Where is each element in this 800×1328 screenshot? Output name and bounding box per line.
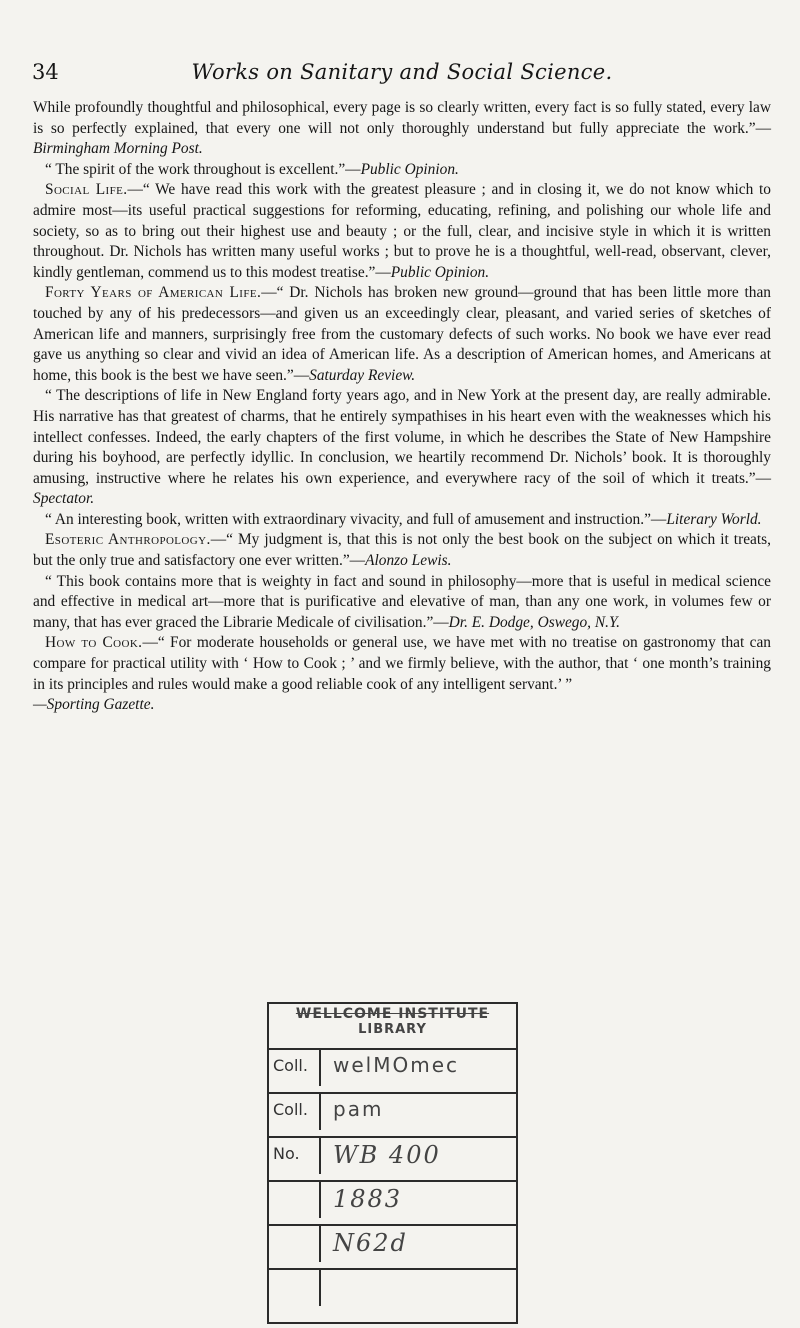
review-source: Saturday Review. <box>309 366 416 384</box>
review-paragraph: “ The spirit of the work throughout is excellent.”—Public Opinion. <box>45 160 459 178</box>
stamp-row <box>269 1048 516 1086</box>
page-header <box>32 60 772 90</box>
review-source: Public Opinion. <box>390 263 490 281</box>
stamp-row-value: WB 400 <box>333 1141 441 1169</box>
stamp-row-value: N62d <box>333 1229 408 1257</box>
review-paragraph: Social Life.—“ We have read this work with the greatest pleasure ; and in closing it, we do not know which to admire most—its useful practical suggestions for reforming, educating, refining, and polishing our whole life and society, so as to bring out their highest use and beauty ; or the full, clear, and incisive style in which it is written throughout. Dr. Nichols has written many useful works ; but to prove he is a thoughtful, well-read, observant, clever, kindly gentleman, commend us to this modest treatise.”—Public Opinion. <box>33 181 771 281</box>
review-paragraph: “ An interesting book, written with extraordinary vivacity, and full of amusement and instruction.”—Literary World. <box>45 510 762 528</box>
body-text <box>33 98 771 716</box>
review-paragraph: “ This book contains more that is weighty in fact and sound in philosophy—more that is useful in medical science and effective in medical art—more that is purificative and elevative of man, than any one work, in volumes few or many, that has ever graced the Librarie Medicale of civilisation.”—Dr. E. Dodge, Oswego, N.Y. <box>33 572 771 631</box>
review-paragraph: Esoteric Anthropology.—“ My judgment is, that this is not only the best book on the subject on which it treats, but the only true and satisfactory one ever written.”—Alonzo Lewis. <box>33 531 771 570</box>
stamp-row-value: welMOmec <box>333 1053 459 1077</box>
stamp-library: LIBRARY <box>358 1022 427 1037</box>
stamp-row-label: Coll. <box>273 1100 308 1119</box>
page-number: 34 <box>32 60 59 84</box>
stamp-row-label: Coll. <box>273 1056 308 1075</box>
stamp-row <box>269 1092 516 1130</box>
stamp-row <box>269 1268 516 1306</box>
stamp-row <box>269 1136 516 1174</box>
review-source: —Sporting Gazette. <box>33 696 155 714</box>
review-source: Spectator. <box>33 490 95 508</box>
review-source: Public Opinion. <box>360 160 459 178</box>
stamp-row-value: 1883 <box>333 1185 403 1213</box>
review-source: Alonzo Lewis. <box>365 552 452 570</box>
stamp-row <box>269 1180 516 1218</box>
stamp-row <box>269 1224 516 1262</box>
book-title-heading: Social Life. <box>45 181 128 199</box>
review-source: Literary World. <box>666 510 762 528</box>
stamp-row-value: pam <box>333 1097 384 1121</box>
stamp-header <box>269 1004 516 1048</box>
review-paragraph: How to Cook.—“ For moderate households or general use, we have met with no treatise on gastronomy that can compare for practical utility with ‘ How to Cook ; ’ and we firmly believe, with the author, that ‘ one month’s training in its principles and rules would make a good reliable cook of any intelligent servant.’ ” —Sporting Gazette. <box>33 634 771 714</box>
stamp-institution: WELLCOME INSTITUTE <box>295 1006 490 1022</box>
running-head: Works on Sanitary and Social Science. <box>191 60 613 84</box>
review-source: Dr. E. Dodge, Oswego, N.Y. <box>448 613 620 631</box>
book-title-heading: Forty Years of American Life. <box>45 284 262 302</box>
book-title-heading: Esoteric Anthropology. <box>45 531 211 549</box>
review-paragraph: While profoundly thoughtful and philosophical, every page is so clearly written, every fact is so fully stated, every law is so perfectly explained, that every one will not only thoroughly understand but fully appreciate the work.”—Birmingham Morning Post. <box>33 99 771 158</box>
book-title-heading: How to Cook. <box>45 634 143 652</box>
review-paragraph: Forty Years of American Life.—“ Dr. Nichols has broken new ground—ground that has been little more than touched by any of his predecessors—and given us an exceedingly clear, pleasant, and varied series of sketches of American life and manners, surprisingly free from the customary defects of such works. No book we have ever read gave us anything so clear and vivid an idea of American life. As a description of American homes, and Americans at home, this book is the best we have seen.”—Saturday Review. <box>33 284 772 384</box>
stamp-row-label: No. <box>273 1144 300 1163</box>
review-paragraph: “ The descriptions of life in New England forty years ago, and in New York at the present day, are really admirable. His narrative has that greatest of charms, that he entirely sympathises in his heart even with the weaknesses which his intellect confesses. Indeed, the early chapters of the first volume, in which he describes the State of New Hampshire during his boyhood, are perfectly idyllic. In conclusion, we heartily recommend Dr. Nichols’ book. It is thoroughly amusing, instructive where he relates his own experience, and everywhere racy of the soil of which it treats.”—Spectator. <box>33 387 771 508</box>
review-source: Birmingham Morning Post. <box>33 140 203 158</box>
library-stamp <box>267 1002 518 1324</box>
